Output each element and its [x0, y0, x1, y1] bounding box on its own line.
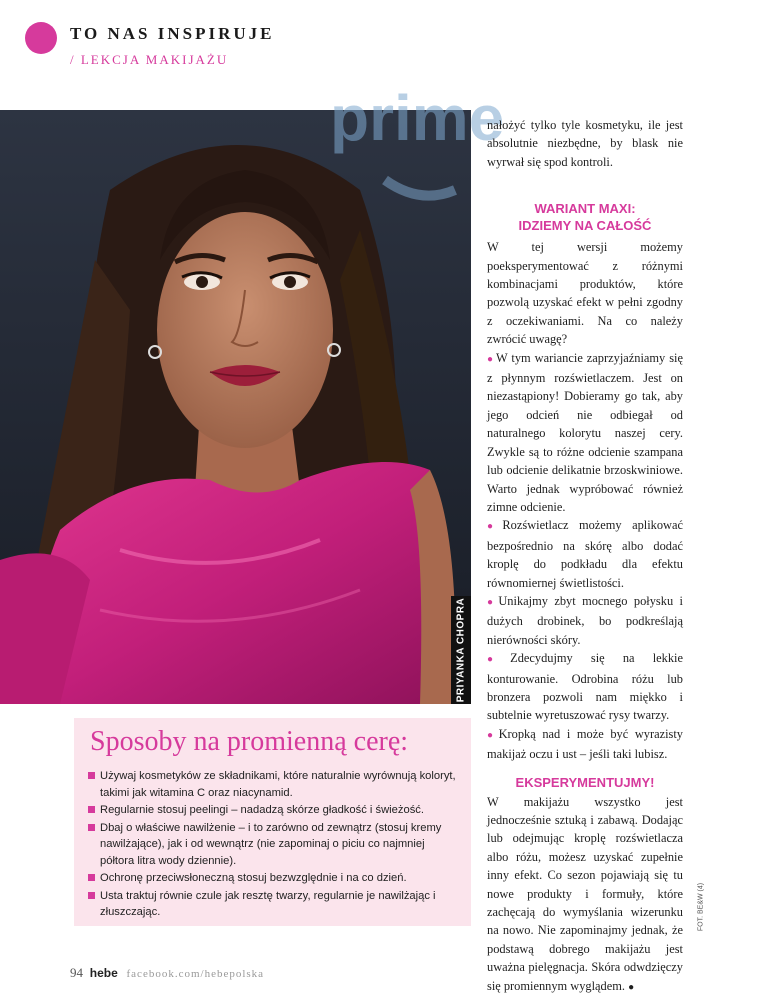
end-mark-icon: ● — [628, 981, 635, 993]
article-bullet: ● Rozświetlacz możemy aplikować bezpośrednio na skórę albo dodać kroplę do podkładu dla efektu równomiernej świetlistości. — [487, 518, 683, 590]
section-dot — [25, 22, 57, 54]
list-item: Regularnie stosuj peelingi – nadadzą skórze gładkość i świeżość. — [88, 802, 458, 819]
tips-box — [74, 718, 471, 926]
bullet-icon: ● — [487, 596, 497, 608]
heading-wariant-maxi: WARIANT MAXI: IDZIEMY NA CAŁOŚĆ — [518, 201, 652, 234]
bullet-icon: ● — [487, 353, 494, 365]
list-item: Dbaj o właściwe nawilżenie – i to zarówno od zewnątrz (stosuj kremy nawilżające), jak i od wewnątrz (nie zapominaj o piciu co najmniej półtora litra wody dziennie). — [88, 820, 458, 870]
photo-caption: PRIYANKA CHOPRA — [451, 596, 471, 704]
footer-url[interactable]: facebook.com/hebepolska — [126, 968, 265, 980]
square-bullet-icon — [88, 824, 95, 831]
square-bullet-icon — [88, 772, 95, 779]
list-item: Usta traktuj równie czule jak resztę twarzy, regularnie je nawilżając i złuszczając. — [88, 888, 458, 921]
tips-list — [88, 768, 458, 922]
article-paragraph: W tej wersji możemy poeksperymentować z różnymi kombinacjami produktów, które pozwolą uzyskać efekt w pełni zgodny z oczekiwaniami. Na co należy zwrócić uwagę? — [487, 240, 683, 347]
kicker-title: TO NAS INSPIRUJE — [70, 24, 275, 43]
brand-logo: hebe — [89, 966, 118, 980]
list-item: Ochronę przeciwsłoneczną stosuj bezwzględnie i na co dzień. — [88, 870, 458, 887]
article-paragraph: W makijażu wszystko jest jednocześnie sztuką i zabawą. Dodając lub odejmując kroplę rozświetlacza albo różu, możesz uzyskać zupełnie inny efekt. Co sezon pojawiają się tu nowe produkty i formuły, które zachęcają do wymyślania wizerunku na nowo. Nie zapominajmy jednak, że podstawą dobrego makijażu jest uważna pielęgnacja. Skóra odwdzięczy się promiennym wyglądem. ● — [487, 794, 683, 993]
photo-credit: FOT. BE&W (4) — [697, 882, 705, 932]
article-intro: nałożyć tylko tyle kosmetyku, ile jest absolutnie niezbędne, by blask nie wyrwał się spod kontroli. — [487, 118, 683, 169]
bullet-icon: ● — [487, 729, 497, 741]
portrait-illustration — [0, 82, 505, 704]
square-bullet-icon — [88, 806, 95, 813]
backdrop-text: prime — [330, 82, 505, 154]
bullet-icon: ● — [487, 654, 509, 666]
square-bullet-icon — [88, 892, 95, 899]
heading-eksperymentujmy: EKSPERYMENTUJMY! — [515, 774, 655, 790]
article-bullet: ● Unikajmy zbyt mocnego połysku i dużych drobinek, bo podkreślają nierówności skóry. — [487, 593, 683, 647]
page-footer — [70, 965, 264, 981]
list-item: Używaj kosmetyków ze składnikami, które naturalnie wyrównują koloryt, takimi jak witamina C oraz niacynamid. — [88, 768, 458, 801]
article-bullet: ● W tym wariancie zaprzyjaźniamy się z płynnym rozświetlaczem. Jest on niezastąpiony! Dobieramy go tak, aby jego odcień nie odbiegał od naturalnego kolorytu naszej cery. Zwykle są to różne odcienie szampana lub odcienie delikatnie brzoskwiniowe. Warto jednak wypróbować również zimne odcienie. — [487, 350, 683, 514]
tips-title: Sposoby na promienną cerę: — [90, 726, 409, 757]
bullet-icon: ● — [487, 521, 501, 533]
article-column — [487, 116, 683, 997]
article-bullet: ● Kropką nad i może być wyrazisty makijaż oczu i ust – jeśli taki lubisz. — [487, 726, 684, 762]
article-bullet: ● Zdecydujmy się na lekkie konturowanie. Odrobina różu lub bronzera pozwoli nam miękko i subtelnie wyretuszować rysy twarzy. — [487, 651, 683, 723]
square-bullet-icon — [88, 874, 95, 881]
section-label: / LEKCJA MAKIJAŻU — [70, 52, 229, 67]
portrait-photo — [0, 82, 505, 704]
page-number: 94 — [70, 965, 83, 980]
